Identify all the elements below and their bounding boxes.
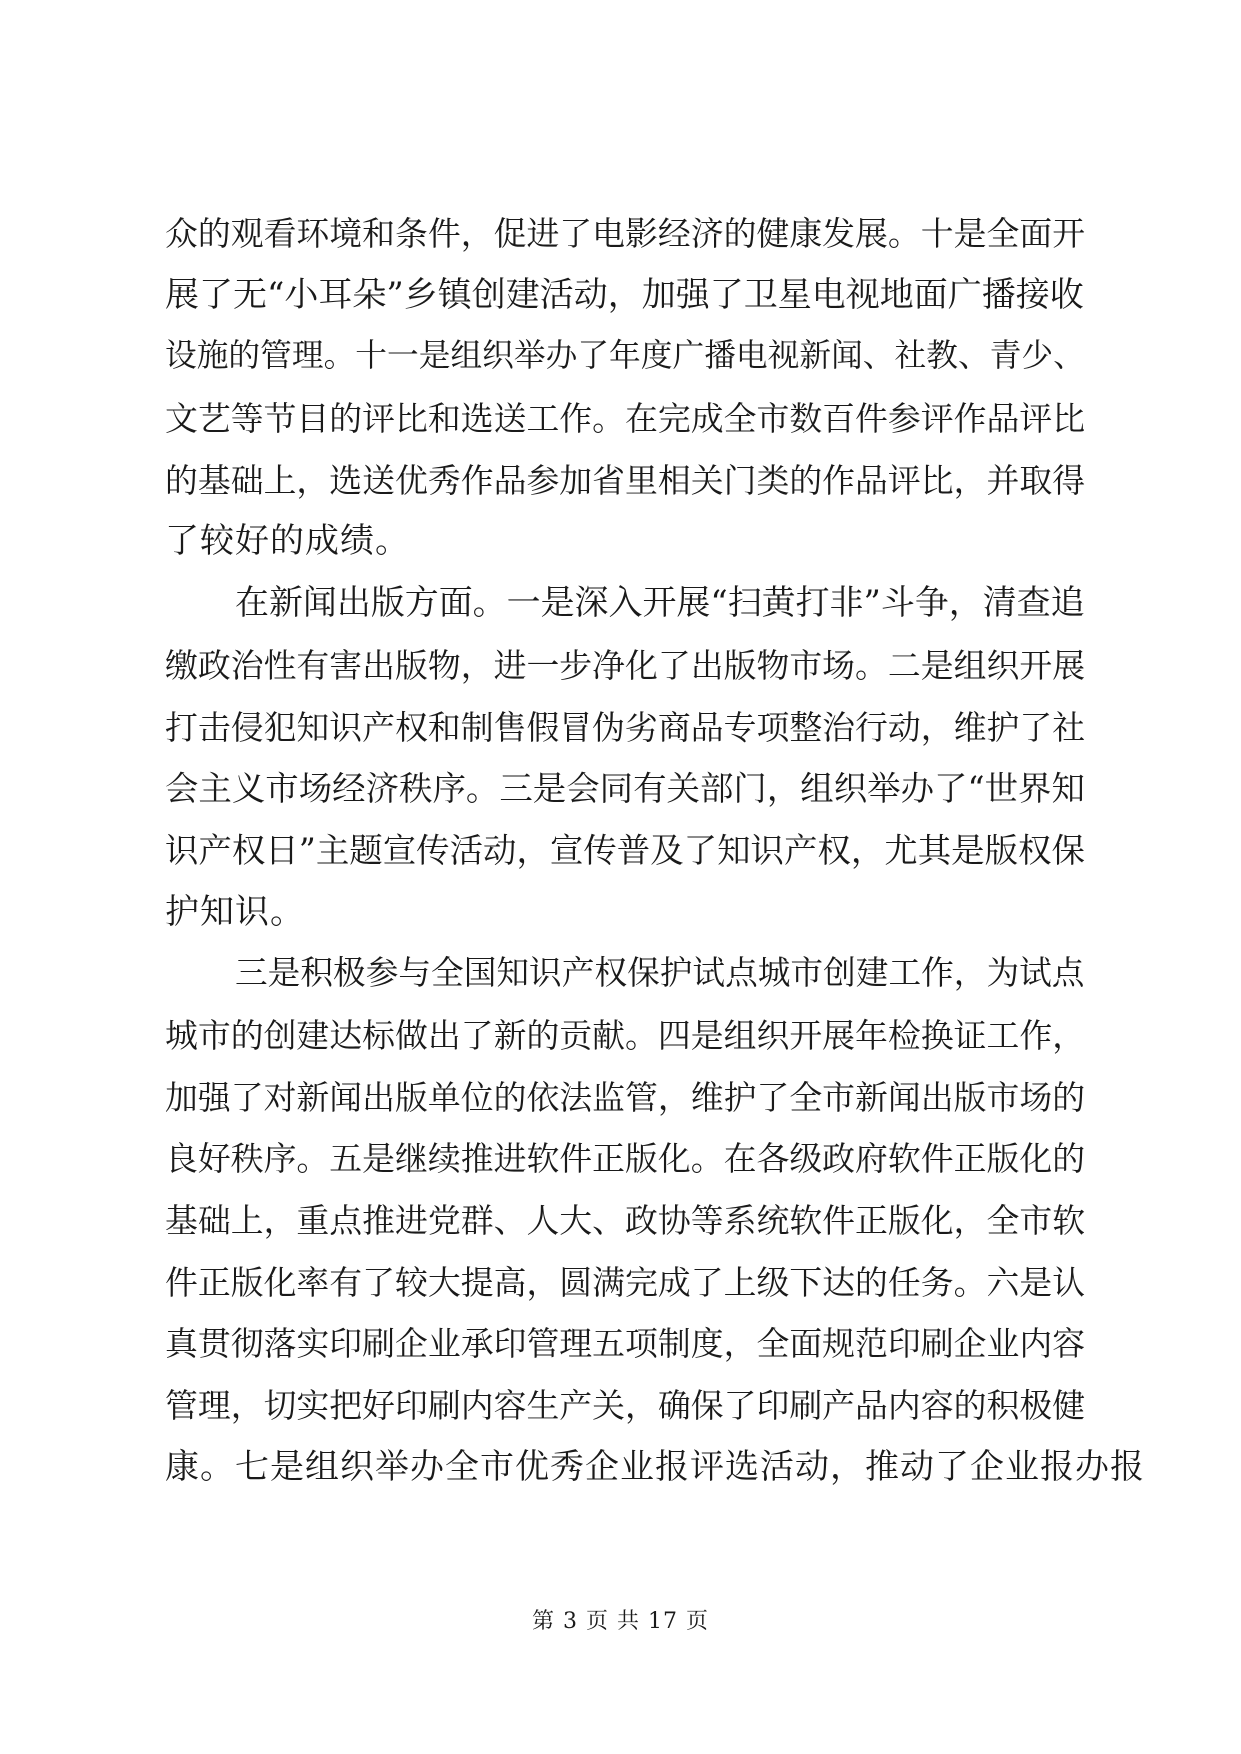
text-line: 的基础上，选送优秀作品参加省里相关门类的作品评比，并取得 <box>165 460 1086 500</box>
text-line: 基础上，重点推进党群、人大、政协等系统软件正版化，全市软 <box>165 1201 1086 1240</box>
text-line: 城市的创建达标做出了新的贡献。四是组织开展年检换证工作， <box>165 1015 1086 1055</box>
text-line: 文艺等节目的评比和选送工作。在完成全市数百件参评作品评比 <box>165 399 1086 439</box>
text-line: 加强了对新闻出版单位的依法监管，维护了全市新闻出版市场的 <box>165 1077 1086 1117</box>
paragraph-first-line: 三是积极参与全国知识产权保护试点城市创建工作，为试点 <box>235 954 1085 993</box>
text-line: 众的观看环境和条件，促进了电影经济的健康发展。十是全面开 <box>165 214 1086 253</box>
document-body <box>165 203 1145 1498</box>
text-line: 打击侵犯知识产权和制售假冒伪劣商品专项整治行动，维护了社 <box>165 707 1086 747</box>
page-number-footer: 第 3 页 共 17 页 <box>532 1609 709 1634</box>
text-line: 了较好的成绩。 <box>165 521 410 562</box>
text-line: 展了无“小耳朵”乡镇创建活动，加强了卫星电视地面广播接收 <box>165 274 1084 315</box>
text-line: 会主义市场经济秩序。三是会同有关部门，组织举办了“世界知 <box>165 769 1085 809</box>
paragraph-first-line: 在新闻出版方面。一是深入开展“扫黄打非”斗争，清查追 <box>235 583 1085 624</box>
text-line: 真贯彻落实印刷企业承印管理五项制度，全面规范印刷企业内容 <box>165 1324 1086 1364</box>
text-line: 良好秩序。五是继续推进软件正版化。在各级政府软件正版化的 <box>165 1139 1086 1179</box>
text-line: 缴政治性有害出版物，进一步净化了出版物市场。二是组织开展 <box>165 645 1086 685</box>
text-line: 康。七是组织举办全市优秀企业报评选活动，推动了企业报办报 <box>165 1446 1145 1487</box>
text-line: 件正版化率有了较大提高，圆满完成了上级下达的任务。六是认 <box>165 1262 1086 1302</box>
text-line: 识产权日”主题宣传活动，宣传普及了知识产权，尤其是版权保 <box>165 830 1085 870</box>
text-line: 设施的管理。十一是组织举办了年度广播电视新闻、社教、青少、 <box>165 338 1085 375</box>
text-line: 管理，切实把好印刷内容生产关，确保了印刷产品内容的积极健 <box>165 1386 1086 1426</box>
text-line: 护知识。 <box>165 891 305 932</box>
